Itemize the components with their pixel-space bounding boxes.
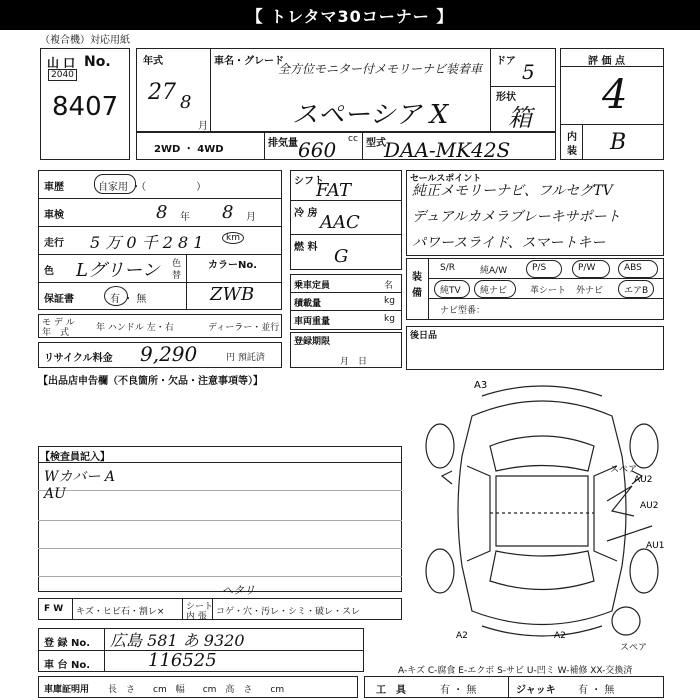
- sales-point-2: デュアルカメラブレーキサポート: [412, 209, 621, 225]
- grade-note: 全方位モニター付メモリーナビ装着車: [278, 62, 483, 76]
- option-ext-navi: 外ナビ: [576, 286, 604, 296]
- color-change-1: 色: [172, 259, 182, 269]
- door-label: ドア: [496, 56, 516, 67]
- drive-label: 2WD ・ 4WD: [154, 144, 224, 155]
- option-abs: ABS: [624, 263, 642, 273]
- jack-label: ジャッキ: [516, 685, 556, 696]
- year-value: 27: [148, 80, 176, 105]
- shape-label: 形状: [496, 92, 516, 103]
- option-navi: 純ナビ: [480, 286, 508, 296]
- seat-label-2: 内 張: [186, 612, 207, 622]
- recycle-value: 9,290: [140, 342, 198, 366]
- inspection-label: 車検: [44, 210, 64, 221]
- weight-unit: kg: [384, 314, 395, 324]
- car-damage-diagram: [412, 376, 672, 646]
- option-pw: P/W: [578, 263, 596, 273]
- dealer-label: ディーラー・並行: [208, 323, 280, 333]
- option-aw: 純A/W: [480, 266, 508, 276]
- equip-label-1: 装: [412, 272, 422, 283]
- mark-aw2-b: AU2: [640, 501, 659, 511]
- ac-value: AAC: [320, 212, 360, 233]
- color-no-value: ZWB: [210, 284, 255, 305]
- sales-point-1: 純正メモリーナビ、フルセグTV: [412, 183, 613, 199]
- header-title: 【 トレタマ30コーナー 】: [246, 6, 454, 26]
- history-options: 自家用 ・（ ）: [98, 182, 207, 193]
- car-name: スペーシア X: [292, 100, 449, 130]
- warranty-value: 有 ・ 無: [110, 294, 147, 305]
- option-tv: 純TV: [440, 286, 461, 296]
- displacement-value: 660: [298, 138, 337, 162]
- equip-label-2: 備: [412, 288, 422, 299]
- year-label: 年式: [143, 56, 163, 67]
- mark-aw2-a: AU2: [634, 475, 653, 485]
- capacity-label: 乗車定員: [294, 281, 331, 291]
- load-label: 積載量: [294, 299, 322, 309]
- mileage-value: 5 万 0 千 2 8 1: [90, 233, 204, 252]
- spare-label: スペア: [620, 643, 648, 653]
- color-change-2: 替: [172, 271, 182, 281]
- private-use-circle: [94, 174, 136, 194]
- option-tv-circle: [434, 280, 470, 298]
- lot-no-label: No.: [84, 54, 111, 70]
- warranty-label: 保証書: [44, 294, 74, 305]
- option-ps-circle: [526, 260, 562, 278]
- color-label: 色: [44, 266, 54, 277]
- option-leather: 革シート: [530, 286, 567, 296]
- after-goods-label: 後日品: [410, 331, 438, 341]
- ac-label: 冷 房: [294, 208, 318, 219]
- reg-end-unit: 月 日: [340, 357, 368, 367]
- tools-jack-row: [364, 676, 664, 698]
- inspection-year-unit: 年: [180, 212, 190, 223]
- score-label: 評 価 点: [588, 56, 625, 67]
- month-unit: 月: [198, 121, 208, 132]
- fuel-label: 燃 料: [294, 242, 318, 253]
- warranty-yes-circle: [104, 286, 128, 306]
- mileage-unit: km: [222, 232, 244, 244]
- model-value: DAA-MK42S: [384, 138, 511, 162]
- option-abs-circle: [618, 260, 658, 278]
- mark-a2-a: A2: [456, 631, 468, 641]
- option-navi-circle: [474, 280, 516, 298]
- sheet-subtitle: （複合機）対応用紙: [40, 35, 130, 46]
- lot-number: 8407: [52, 92, 119, 122]
- displacement-label: 排気量: [268, 138, 298, 149]
- door-value: 5: [522, 60, 535, 84]
- seat-label-1: シート: [186, 602, 214, 612]
- garage-cert-cells: 長 さ cm 幅 cm 高 さ cm: [108, 685, 285, 695]
- month-value: 8: [180, 92, 192, 113]
- inspection-month-unit: 月: [246, 212, 256, 223]
- lot-location: 山 口: [47, 56, 76, 70]
- interior-value: B: [610, 130, 627, 155]
- mileage-label: 走行: [44, 238, 64, 249]
- option-ps: P/S: [532, 263, 547, 273]
- color-value: Lグリーン: [76, 260, 160, 281]
- weight-label: 車両重量: [294, 317, 331, 327]
- inspector-title: 【検査員記入】: [40, 452, 110, 463]
- inspection-year: 8: [156, 202, 168, 223]
- chassis-value: 116525: [148, 650, 217, 671]
- reg-no-label: 登 録 No.: [44, 638, 91, 649]
- damage-legend: A-キズ C-腐食 E-エクボ S-サビ U-凹ミ W-補修 XX-交換済: [398, 666, 633, 676]
- fw-label: F W: [44, 604, 64, 614]
- history-label: 車歴: [44, 182, 64, 193]
- option-sr: S/R: [440, 263, 455, 273]
- shape-value: 箱: [508, 104, 532, 132]
- inspector-line-2: AU: [44, 486, 66, 502]
- sales-point-label: セールスポイント: [410, 174, 482, 184]
- shift-value: FAT: [316, 180, 351, 201]
- color-no-label: カラーNo.: [208, 260, 258, 271]
- reg-no-value: 広島 581 あ 9320: [110, 631, 245, 650]
- option-ab: エアB: [624, 286, 649, 296]
- handle-label: 年 ハンドル 左・右: [96, 323, 174, 333]
- seat-items: コゲ・穴・汚レ・シミ・破レ・スレ: [216, 607, 361, 617]
- garage-cert-label: 車庫証明用: [44, 685, 90, 695]
- car-name-label: 車名・グレード: [214, 56, 284, 67]
- option-pw-circle: [572, 260, 610, 278]
- mark-a3: A3: [474, 380, 488, 391]
- model-year-label-2: 年 式: [42, 328, 70, 338]
- tool-value: 有 ・ 無: [440, 685, 477, 696]
- recycle-label: リサイクル料金: [44, 353, 113, 364]
- interior-label-1: 内: [567, 132, 577, 143]
- recycle-unit: 円 預託済: [226, 353, 265, 363]
- interior-label-2: 装: [567, 146, 577, 157]
- inspector-line-1: Wカバー A: [44, 469, 115, 485]
- lot-location-code: 2040: [48, 69, 77, 81]
- mark-a2-b: A2: [554, 631, 566, 641]
- model-label: 型式: [366, 138, 386, 149]
- option-ab-circle: [618, 280, 654, 298]
- notes-title: 【出品店申告欄（不良箇所・欠品・注意事項等）】: [38, 376, 263, 387]
- sales-point-3: パワースライド、スマートキー: [412, 235, 606, 251]
- load-unit: kg: [384, 296, 395, 306]
- jack-value: 有 ・ 無: [578, 685, 615, 696]
- fw-items: キズ・ヒビ石・割レ×: [76, 607, 165, 617]
- sheet-header: [0, 0, 700, 30]
- navi-model-label: ナビ型番：: [440, 306, 486, 316]
- tool-label: 工 具: [376, 685, 406, 696]
- fuel-value: G: [334, 246, 349, 267]
- model-year-label-1: モ デ ル: [42, 318, 75, 328]
- spare-side-label: スペア: [610, 465, 638, 475]
- reg-end-label: 登録期限: [294, 337, 331, 347]
- score-value: 4: [602, 72, 628, 118]
- seat-note: ヘタリ: [222, 584, 255, 597]
- shift-label: シフト: [294, 176, 324, 187]
- cc-unit: cc: [348, 134, 358, 144]
- chassis-label: 車 台 No.: [44, 660, 91, 671]
- mark-aw1: AU1: [646, 541, 665, 551]
- after-goods-box: [406, 326, 664, 370]
- capacity-unit: 名: [384, 281, 394, 291]
- inspection-month: 8: [222, 202, 234, 223]
